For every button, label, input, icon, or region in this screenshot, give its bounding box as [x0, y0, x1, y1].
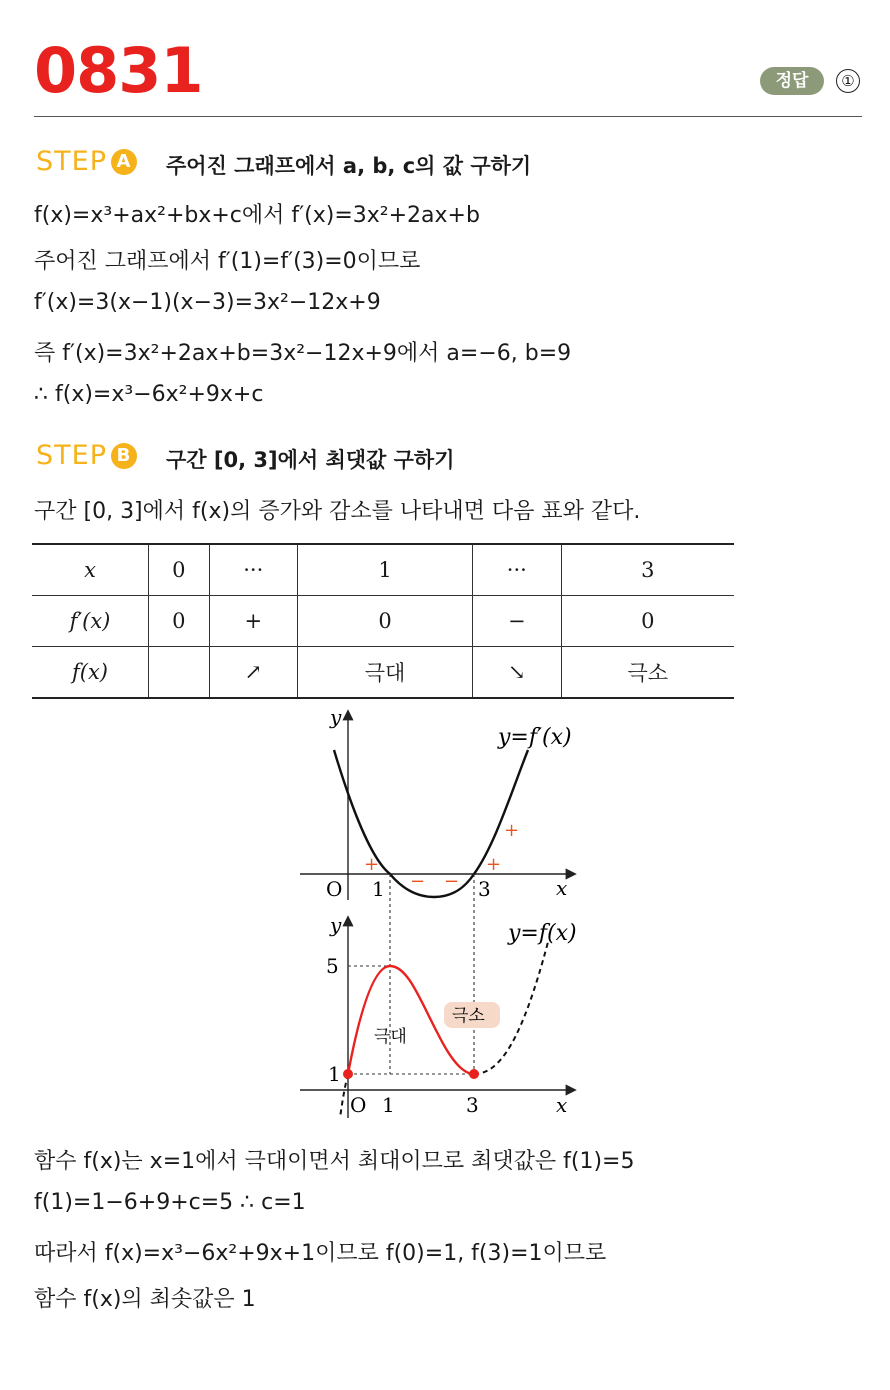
x-axis-label: x: [556, 876, 568, 900]
table-cell: f′(x): [32, 596, 149, 647]
answer-choice: ①: [836, 69, 860, 93]
conclusion-line-2: f(1)=1−6+9+c=5 ∴ c=1: [34, 1190, 306, 1215]
sign-minus: −: [444, 871, 460, 892]
step-a-title: 주어진 그래프에서 a, b, c의 값 구하기: [166, 154, 532, 178]
table-cell: −: [473, 596, 562, 647]
table-cell: +: [209, 596, 298, 647]
tick-y5: 5: [326, 954, 339, 978]
table-cell: 극소: [561, 647, 734, 699]
point-0-1: [343, 1069, 353, 1079]
step-b-heading: [36, 440, 137, 471]
sign-plus: +: [504, 820, 520, 841]
table-cell: ···: [209, 544, 298, 596]
step-b-label: STEP: [36, 440, 107, 471]
origin-label: O: [350, 1093, 367, 1117]
table-cell: 3: [561, 544, 734, 596]
step-b-intro: 구간 [0, 3]에서 f(x)의 증가와 감소를 나타내면 다음 표와 같다.: [34, 499, 641, 524]
table-row-function: [32, 647, 734, 699]
tick-1: 1: [382, 1093, 395, 1117]
tick-y1: 1: [328, 1062, 341, 1086]
step-a-label: STEP: [36, 146, 107, 177]
step-a-line-5: ∴ f(x)=x³−6x²+9x+c: [34, 382, 264, 407]
table-cell: ↗: [209, 647, 298, 699]
point-3-1: [469, 1069, 479, 1079]
header-divider: [34, 116, 862, 117]
function-curve-label: y=f(x): [508, 921, 577, 946]
table-cell: x: [32, 544, 149, 596]
tick-3: 3: [466, 1093, 479, 1117]
graph-figure: [290, 705, 610, 1125]
conclusion-line-1: 함수 f(x)는 x=1에서 극대이면서 최대이므로 최댓값은 f(1)=5: [34, 1149, 635, 1174]
step-a-line-2: 주어진 그래프에서 f′(1)=f′(3)=0이므로: [34, 249, 421, 274]
step-b-letter: B: [111, 443, 137, 469]
step-a-line-3: f′(x)=3(x−1)(x−3)=3x²−12x+9: [34, 290, 381, 315]
max-label: 극대: [374, 1027, 407, 1047]
table-cell: 0: [149, 544, 210, 596]
table-row-x: [32, 544, 734, 596]
derivative-curve-label: y=f′(x): [498, 725, 572, 750]
conclusion-line-4: 함수 f(x)의 최솟값은 1: [34, 1287, 256, 1312]
sign-plus: +: [364, 854, 380, 875]
table-cell: ···: [473, 544, 562, 596]
step-a-letter: A: [111, 149, 137, 175]
table-row-derivative: [32, 596, 734, 647]
step-a-line-1: f(x)=x³+ax²+bx+c에서 f′(x)=3x²+2ax+b: [34, 203, 480, 228]
y-axis-label: y: [330, 913, 342, 937]
x-axis-label: x: [556, 1093, 568, 1117]
function-graph: [300, 913, 577, 1118]
step-b-title: 구간 [0, 3]에서 최댓값 구하기: [166, 448, 455, 472]
table-cell: [149, 647, 210, 699]
table-cell: ↘: [473, 647, 562, 699]
sign-minus: −: [410, 871, 426, 892]
origin-label: O: [326, 877, 343, 901]
table-cell: f(x): [32, 647, 149, 699]
step-a-heading: [36, 146, 137, 177]
tick-3: 3: [478, 877, 491, 901]
variation-table: [32, 543, 734, 699]
tick-1: 1: [372, 877, 385, 901]
table-cell: 0: [298, 596, 473, 647]
function-curve-left: [340, 1074, 348, 1118]
table-cell: 0: [561, 596, 734, 647]
table-cell: 1: [298, 544, 473, 596]
answer-badge: 정답: [760, 67, 824, 95]
table-cell: 극대: [298, 647, 473, 699]
derivative-graph: [300, 705, 574, 1074]
min-label: 극소: [452, 1006, 485, 1026]
table-cell: 0: [149, 596, 210, 647]
conclusion-line-3: 따라서 f(x)=x³−6x²+9x+1이므로 f(0)=1, f(3)=1이므로: [34, 1241, 607, 1266]
sign-plus: +: [486, 854, 502, 875]
problem-number: 0831: [34, 34, 203, 107]
step-a-line-4: 즉 f′(x)=3x²+2ax+b=3x²−12x+9에서 a=−6, b=9: [34, 341, 572, 366]
y-axis-label: y: [330, 705, 342, 729]
